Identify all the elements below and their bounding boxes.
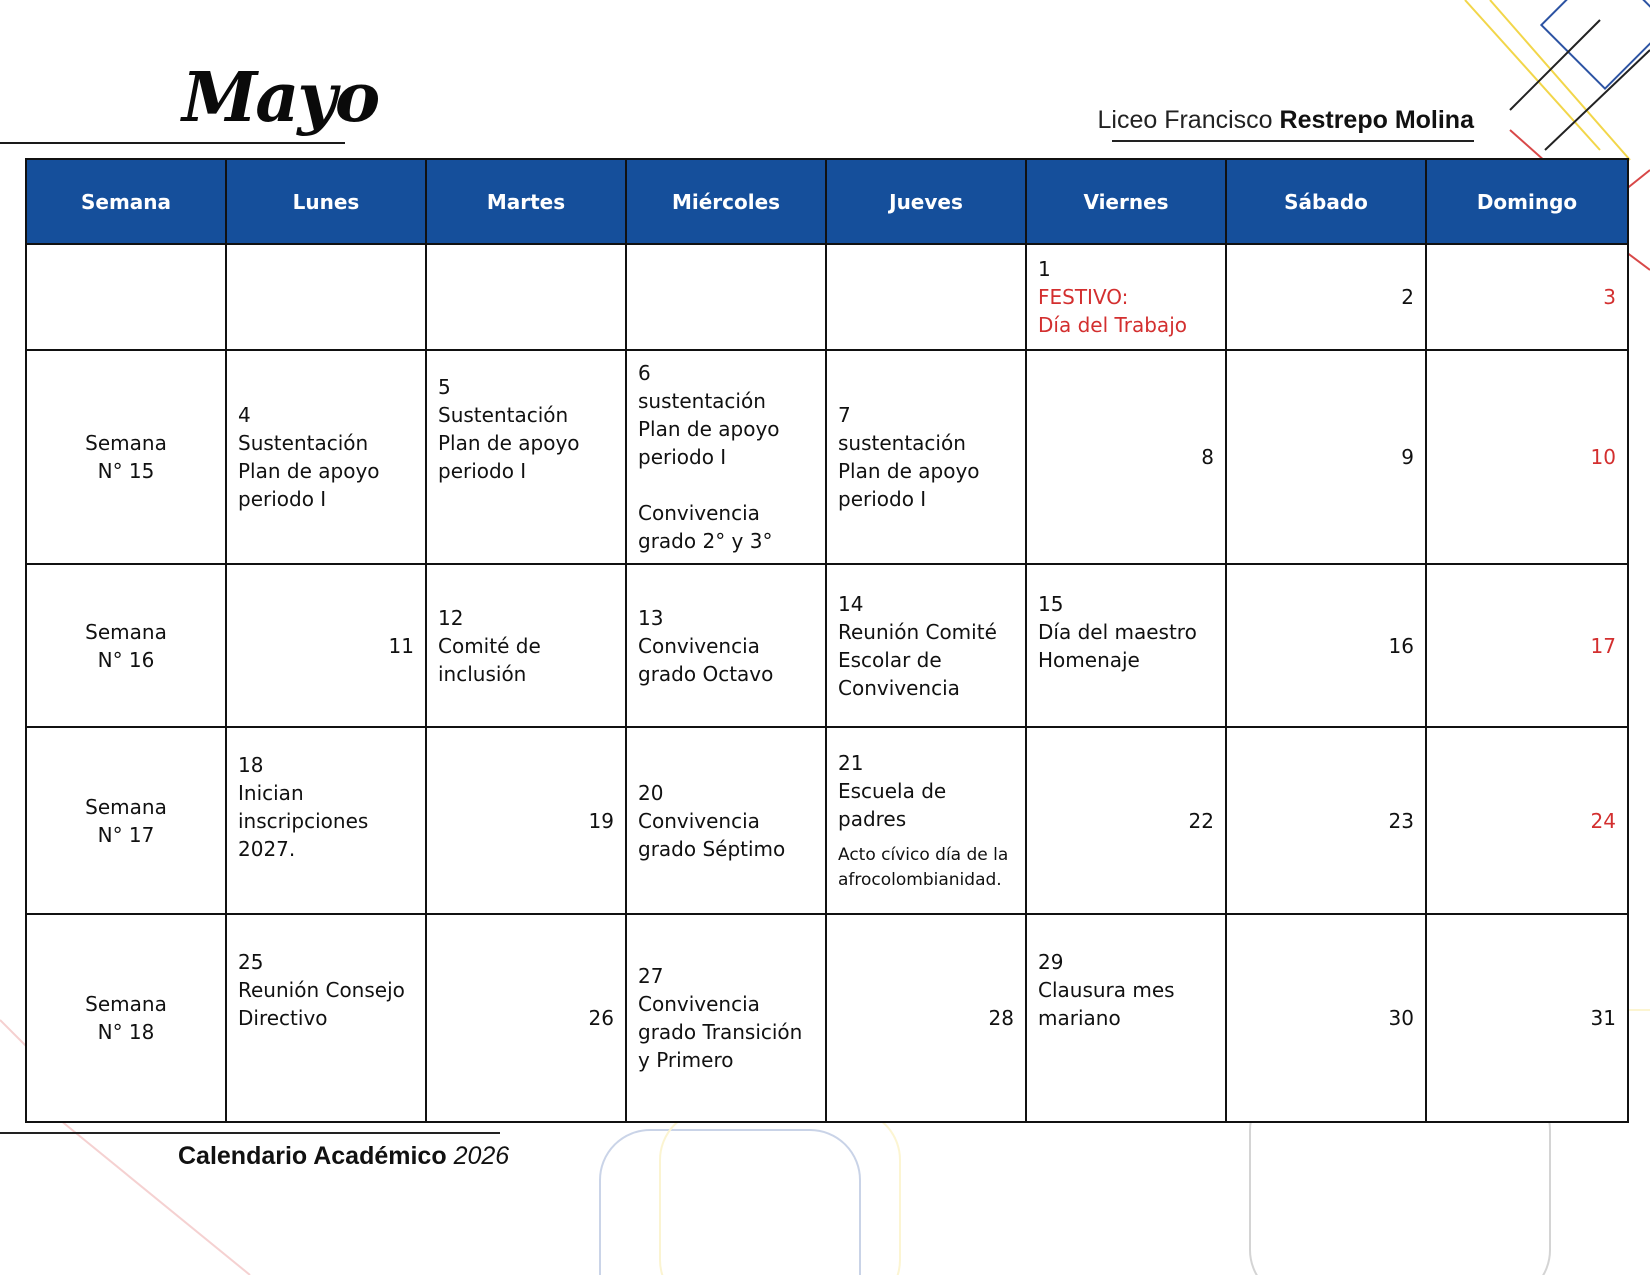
day-cell-31	[1426, 914, 1628, 1122]
week-number: N° 15	[97, 459, 155, 483]
event-text: Convivencia grado Séptimo	[638, 808, 786, 861]
header-miercoles: Miércoles	[626, 159, 826, 244]
spacer	[638, 471, 814, 499]
day-number: 29	[1038, 950, 1064, 974]
day-cell-19	[426, 727, 626, 914]
day-cell-2	[1226, 244, 1426, 350]
day-cell-empty	[426, 244, 626, 350]
school-underline	[1112, 140, 1474, 142]
event-text: Convivencia grado 2° y 3°	[638, 501, 773, 553]
day-number: 1	[1038, 257, 1051, 281]
day-number: 27	[638, 964, 664, 988]
day-number: 4	[238, 403, 251, 427]
week-label: Semana	[85, 619, 167, 644]
day-cell-empty	[826, 244, 1026, 350]
event-text: sustentación Plan de apoyo periodo I	[838, 431, 980, 511]
day-number: 19	[588, 808, 614, 833]
day-cell-25	[226, 914, 426, 1122]
day-number: 30	[1388, 1006, 1414, 1030]
day-cell-1	[1026, 244, 1226, 350]
day-number: 8	[1201, 445, 1214, 469]
event-text: Día del maestro	[1038, 619, 1197, 644]
day-number: 12	[438, 605, 464, 630]
day-number: 5	[438, 375, 451, 399]
day-number: 23	[1388, 808, 1414, 833]
event-text: Sustentación Plan de apoyo periodo I	[438, 403, 580, 483]
week-row	[26, 914, 1628, 1122]
day-cell-20	[626, 727, 826, 914]
week-label: Semana	[85, 431, 167, 455]
day-number: 24	[1590, 808, 1616, 833]
day-cell-26	[426, 914, 626, 1122]
day-number: 7	[838, 403, 851, 427]
event-text: Escuela de padres	[838, 778, 947, 831]
day-number: 15	[1038, 591, 1064, 616]
day-cell-10	[1426, 350, 1628, 564]
week-label: Semana	[85, 794, 167, 819]
holiday-name: Día del Trabajo	[1038, 313, 1187, 337]
day-number: 6	[638, 361, 651, 385]
event-text: Comité de inclusión	[438, 633, 541, 686]
school-name	[1097, 106, 1474, 135]
day-cell-22	[1026, 727, 1226, 914]
spacer	[1038, 674, 1214, 702]
day-number: 18	[238, 752, 264, 777]
spacer	[438, 485, 614, 541]
week-label-cell	[26, 350, 226, 564]
day-cell-5	[426, 350, 626, 564]
day-cell-8	[1026, 350, 1226, 564]
week-label-cell	[26, 727, 226, 914]
day-cell-empty	[226, 244, 426, 350]
week-number: N° 17	[97, 822, 155, 847]
event-text: sustentación Plan de apoyo periodo I	[638, 389, 780, 469]
day-cell-29	[1026, 914, 1226, 1122]
footer-year: 2026	[453, 1142, 510, 1170]
day-cell-11	[226, 564, 426, 727]
spacer	[1038, 1032, 1214, 1088]
day-number: 31	[1590, 1006, 1616, 1030]
day-cell-27	[626, 914, 826, 1122]
week-label-cell	[26, 564, 226, 727]
day-cell-28	[826, 914, 1026, 1122]
day-cell-empty	[626, 244, 826, 350]
header-jueves: Jueves	[826, 159, 1026, 244]
week-row	[26, 244, 1628, 350]
day-cell-6	[626, 350, 826, 564]
day-cell-23	[1226, 727, 1426, 914]
day-number: 21	[838, 750, 864, 775]
day-number: 11	[388, 633, 414, 658]
school-name-bold: Restrepo Molina	[1279, 106, 1474, 134]
event-text: Clausura mes mariano	[1038, 978, 1175, 1030]
school-name-prefix: Liceo Francisco	[1097, 106, 1273, 134]
header-martes: Martes	[426, 159, 626, 244]
header-domingo: Domingo	[1426, 159, 1628, 244]
day-number: 28	[988, 1006, 1014, 1030]
header-semana: Semana	[26, 159, 226, 244]
week-row	[26, 727, 1628, 914]
week-number: N° 16	[97, 647, 155, 672]
event-text: Homenaje	[1038, 647, 1140, 672]
day-number: 22	[1188, 808, 1214, 833]
day-number: 16	[1388, 633, 1414, 658]
spacer	[238, 863, 414, 891]
day-cell-3	[1426, 244, 1628, 350]
event-text: Reunión Comité Escolar de Convivencia	[838, 619, 997, 700]
week-label-cell	[26, 914, 226, 1122]
event-text: Convivencia grado Octavo	[638, 633, 774, 686]
day-cell-30	[1226, 914, 1426, 1122]
footer-label: Calendario Académico	[178, 1142, 447, 1170]
event-text: Inician inscripciones 2027.	[238, 780, 369, 861]
header-lunes: Lunes	[226, 159, 426, 244]
day-number: 10	[1590, 445, 1616, 469]
footer-rule	[0, 1132, 500, 1134]
holiday-label: FESTIVO:	[1038, 285, 1129, 309]
day-cell-13	[626, 564, 826, 727]
day-number: 13	[638, 605, 664, 630]
day-number: 25	[238, 950, 264, 974]
calendar-table	[25, 158, 1629, 1123]
header-viernes: Viernes	[1026, 159, 1226, 244]
header-row	[26, 159, 1628, 244]
week-row	[26, 350, 1628, 564]
week-label: Semana	[85, 992, 167, 1016]
day-number: 17	[1590, 633, 1616, 658]
day-number: 2	[1401, 285, 1414, 309]
spacer	[238, 1032, 414, 1088]
day-cell-16	[1226, 564, 1426, 727]
event-note: Acto cívico día de la afrocolombianidad.	[838, 844, 1009, 890]
day-cell-17	[1426, 564, 1628, 727]
day-cell-9	[1226, 350, 1426, 564]
day-cell-14	[826, 564, 1026, 727]
footer-caption	[178, 1142, 509, 1171]
day-number: 26	[588, 1006, 614, 1030]
event-text: Sustentación Plan de apoyo periodo I	[238, 431, 380, 511]
title-underline	[0, 142, 345, 144]
day-number: 14	[838, 591, 864, 616]
month-title: Mayo	[182, 58, 379, 138]
day-cell-4	[226, 350, 426, 564]
day-cell-12	[426, 564, 626, 727]
day-number: 20	[638, 780, 664, 805]
week-row	[26, 564, 1628, 727]
day-cell-21	[826, 727, 1026, 914]
week-label-cell	[26, 244, 226, 350]
header-sabado: Sábado	[1226, 159, 1426, 244]
week-number: N° 18	[97, 1020, 155, 1044]
day-cell-24	[1426, 727, 1628, 914]
day-cell-18	[226, 727, 426, 914]
event-text: Reunión Consejo Directivo	[238, 978, 405, 1030]
day-number: 3	[1603, 285, 1616, 309]
day-cell-15	[1026, 564, 1226, 727]
event-text: Convivencia grado Transición y Primero	[638, 992, 803, 1072]
day-cell-7	[826, 350, 1026, 564]
day-number: 9	[1401, 445, 1414, 469]
